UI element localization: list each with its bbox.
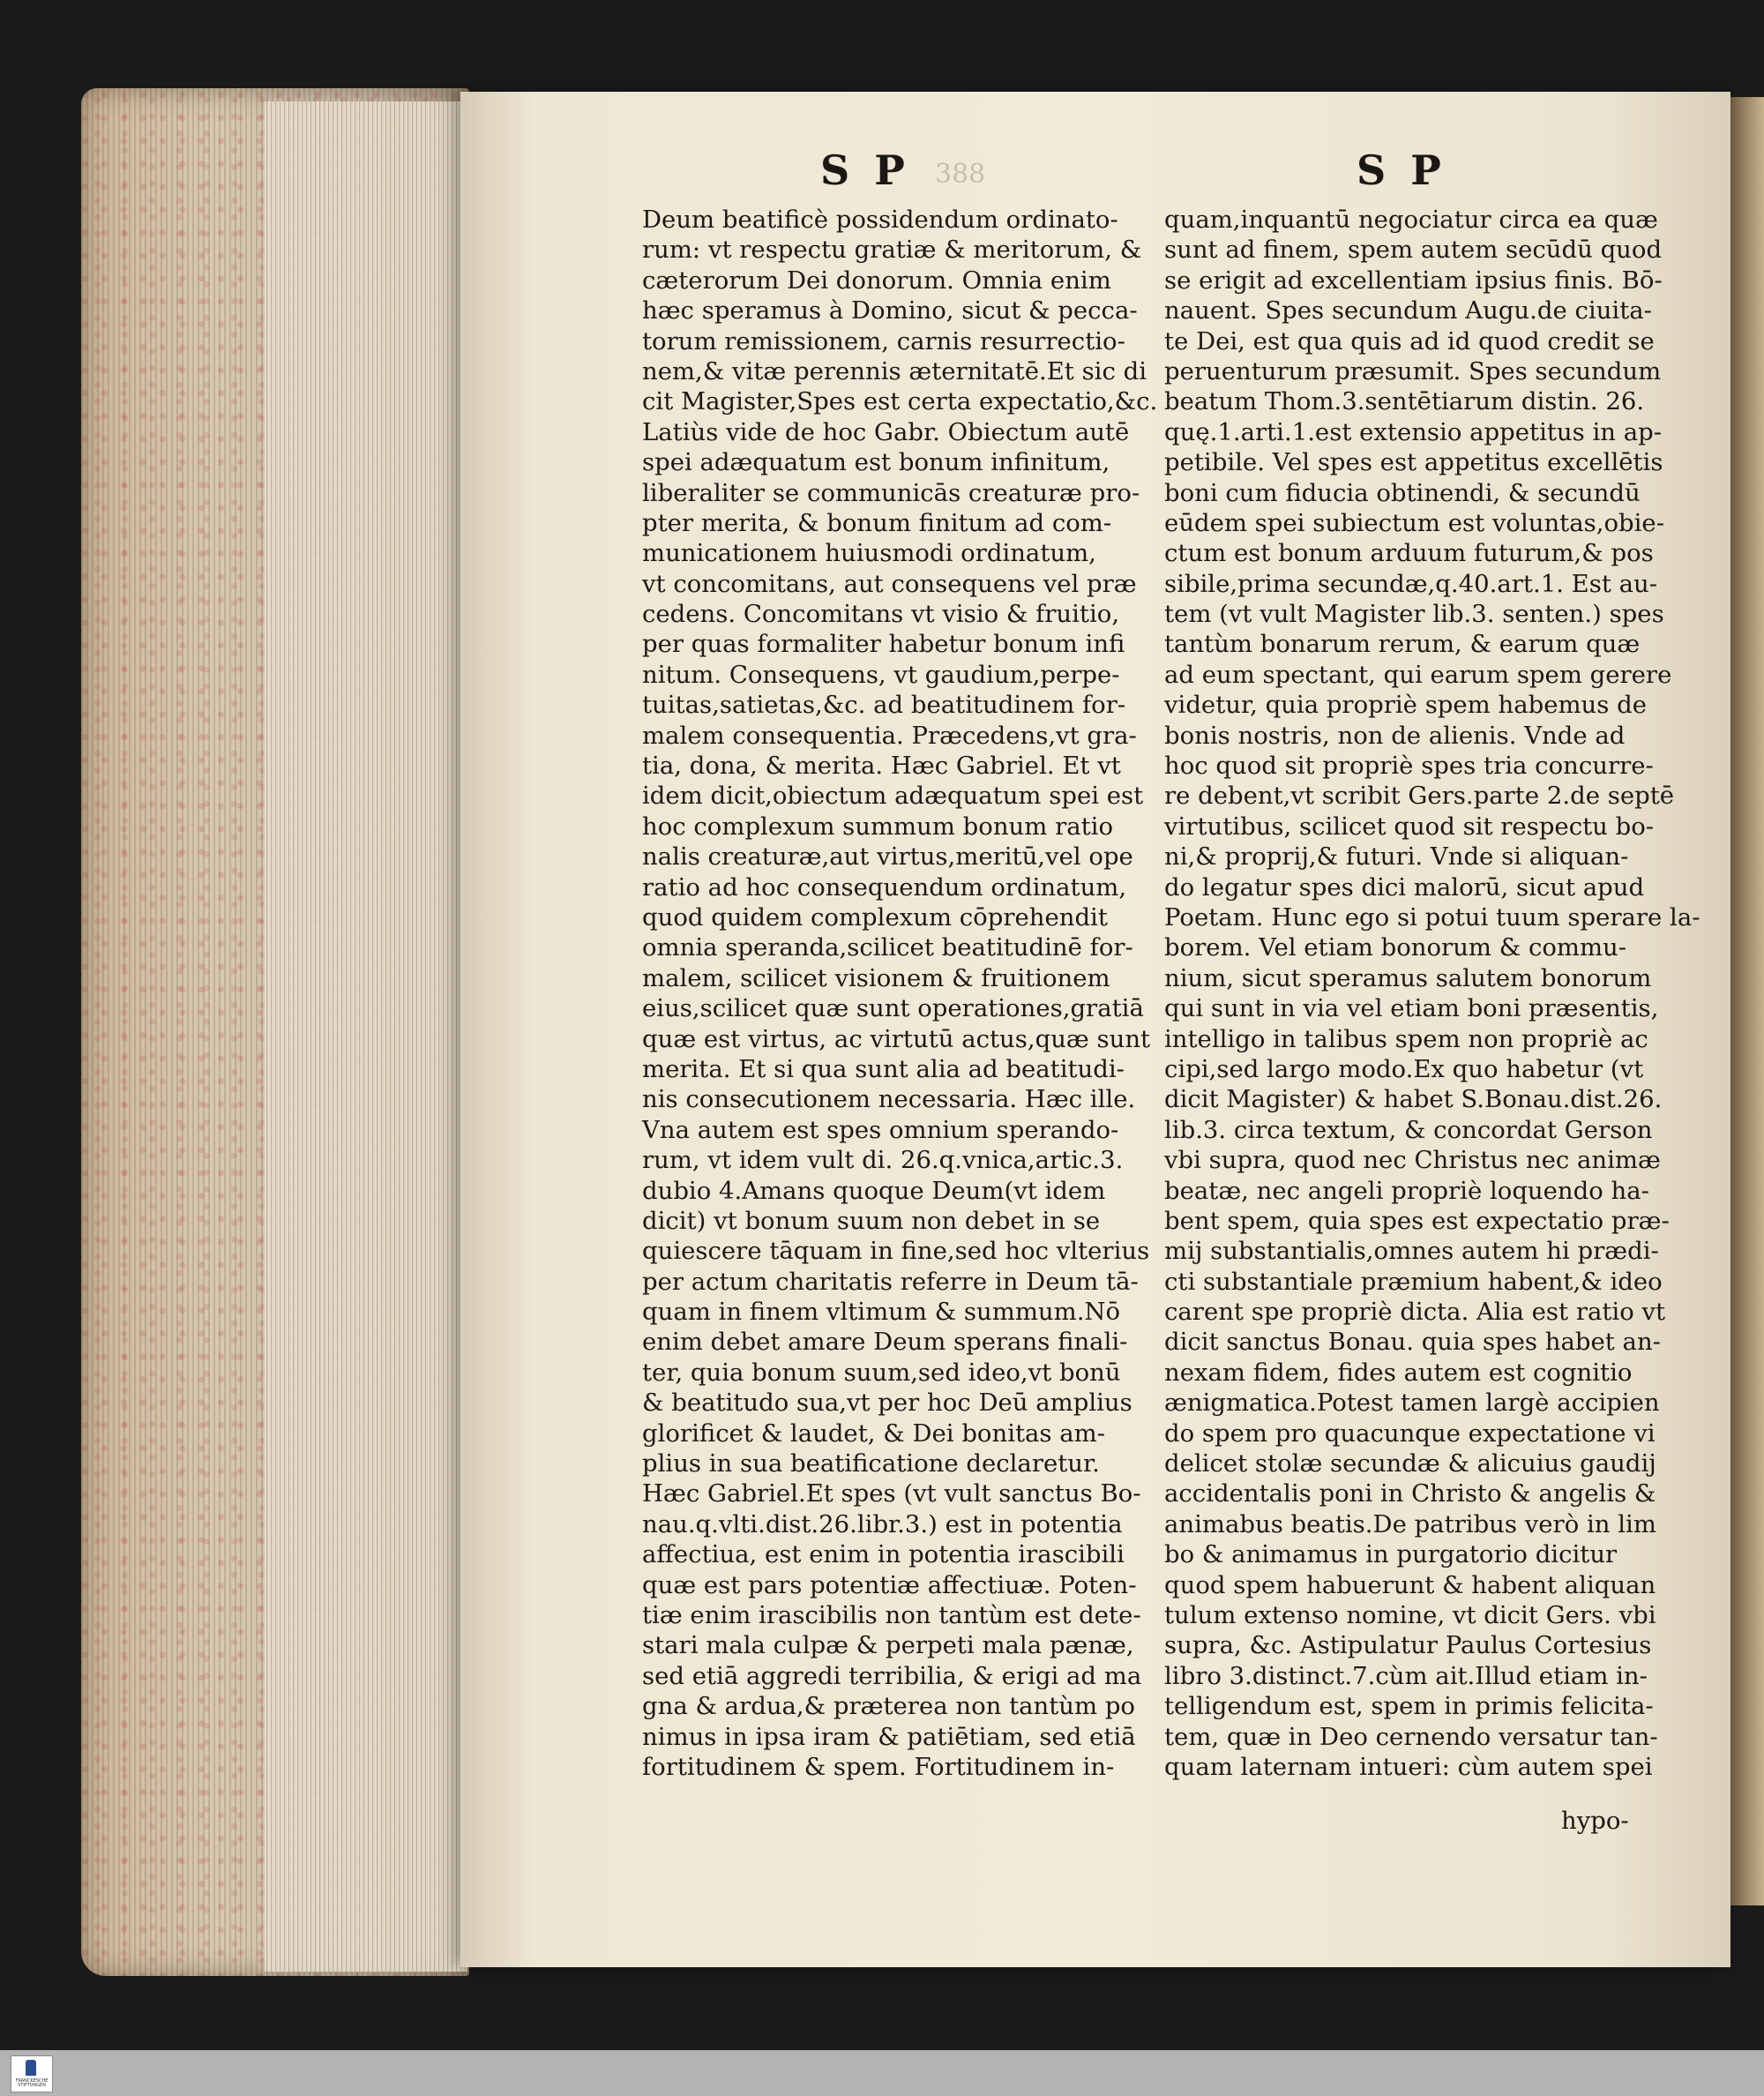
text-line: bent spem, quia spes est expectatio præ- — [1164, 1206, 1670, 1235]
page-number-bleed: 388 — [935, 159, 986, 190]
text-line: pter merita, & bonum finitum ad com- — [642, 508, 1112, 537]
text-line: ænigmatica.Potest tamen largè accipien — [1164, 1389, 1660, 1418]
logo-text: FRANCKESCHE STIFTUNGEN — [15, 2078, 49, 2088]
text-line: supra, &c. Astipulatur Paulus Cortesius — [1164, 1631, 1652, 1660]
text-line: omnia speranda,scilicet beatitudinē for- — [642, 933, 1133, 962]
text-line: vt concomitans, aut consequens vel præ — [642, 569, 1137, 598]
text-line: dubio 4.Amans quoque Deum(vt idem — [642, 1176, 1106, 1205]
text-line: do spem pro quacunque expectatione vi — [1164, 1419, 1656, 1448]
text-line: stari mala culpæ & perpeti mala pænæ, — [642, 1631, 1134, 1660]
text-column-right — [1164, 205, 1700, 1782]
text-line: nis consecutionem necessaria. Hæc ille. — [642, 1085, 1136, 1114]
text-line: petibile. Vel spes est appetitus excellētis — [1164, 448, 1663, 477]
text-line: tem, quæ in Deo cernendo versatur tan- — [1164, 1722, 1658, 1751]
text-line: ni,& proprij,& futuri. Vnde si aliquan- — [1164, 842, 1629, 872]
text-line: accidentalis poni in Christo & angelis & — [1164, 1479, 1656, 1508]
text-line: intelligo in talibus spem non propriè ac — [1164, 1024, 1648, 1053]
text-line: hæc speramus à Domino, sicut & pecca- — [642, 296, 1138, 326]
text-line: tantùm bonarum rerum, & earum quæ — [1164, 630, 1641, 659]
text-line: nitum. Consequens, vt gaudium,perpe- — [642, 660, 1120, 689]
text-line: rum: vt respectu gratiæ & meritorum, & — [642, 236, 1142, 265]
text-line: per quas formaliter habetur bonum infi — [642, 630, 1125, 659]
text-line: quiescere tāquam in fine,sed hoc vlterius — [642, 1237, 1150, 1266]
text-line: bo & animamus in purgatorio dicitur — [1164, 1540, 1618, 1569]
text-line: hoc quod sit propriè spes tria concurre- — [1164, 752, 1654, 781]
text-line: quam in finem vltimum & summum.Nō — [642, 1298, 1121, 1327]
text-line: nau.q.vlti.dist.26.libr.3.) est in potentia — [642, 1509, 1123, 1538]
text-line: idem dicit,obiectum adæquatum spei est — [642, 782, 1144, 811]
text-line: ctum est bonum arduum futurum,& pos — [1164, 539, 1654, 568]
text-line: quod quidem complexum cōprehendit — [642, 902, 1108, 932]
text-line: nimus in ipsa iram & patiētiam, sed etiā — [642, 1722, 1136, 1751]
text-line: Deum beatificè possidendum ordinato- — [642, 206, 1118, 234]
text-line: nalis creaturæ,aut virtus,meritū,vel ope — [642, 842, 1133, 872]
text-line: gna & ardua,& præterea non tantùm po — [642, 1692, 1135, 1721]
text-line: quę.1.arti.1.est extensio appetitus in ap- — [1164, 417, 1663, 446]
text-line: nium, sicut speramus salutem bonorum — [1164, 963, 1652, 992]
text-line: eius,scilicet quæ sunt operationes,gratiā — [642, 994, 1144, 1023]
text-line: merita. Et si qua sunt alia ad beatitudi- — [642, 1054, 1125, 1083]
text-line: sed etiā aggredi terribilia, & erigi ad ma — [642, 1661, 1142, 1690]
text-line: Poetam. Hunc ego si potui tuum sperare la- — [1164, 902, 1700, 932]
text-line: nexam fidem, fides autem est cognitio — [1164, 1358, 1633, 1387]
text-line: se erigit ad excellentiam ipsius finis. Bō- — [1164, 266, 1663, 295]
text-line: nem,& vitæ perennis æternitatē.Et sic di — [642, 356, 1147, 386]
text-line: hoc complexum summum bonum ratio — [642, 812, 1114, 841]
running-head-left: S P — [820, 146, 910, 194]
text-line: cti substantiale præmium habent,& ideo — [1164, 1267, 1663, 1296]
text-line: re debent,vt scribit Gers.parte 2.de septē — [1164, 782, 1675, 811]
text-line: peruenturum præsumit. Spes secundum — [1164, 356, 1662, 386]
text-line: liberaliter se communicās creaturæ pro- — [642, 478, 1140, 507]
text-line: quod spem habuerunt & habent aliquan — [1164, 1570, 1656, 1599]
text-line: quam,inquantū negociatur circa ea quæ — [1164, 206, 1658, 234]
text-line: sunt ad finem, spem autem secūdū quod — [1164, 236, 1663, 265]
text-line: ter, quia bonum suum,sed ideo,vt bonū — [642, 1358, 1121, 1387]
text-line: tia, dona, & merita. Hæc Gabriel. Et vt — [642, 752, 1121, 781]
catchword: hypo- — [1561, 1807, 1629, 1835]
text-line: torum remissionem, carnis resurrectio- — [642, 326, 1125, 356]
text-line: Latiùs vide de hoc Gabr. Obiectum autē — [642, 417, 1130, 446]
text-line: quæ est virtus, ac virtutū actus,quæ sunt — [642, 1024, 1151, 1053]
text-line: bonis nostris, non de alienis. Vnde ad — [1164, 721, 1626, 750]
text-line: beatum Thom.3.sentētiarum distin. 26. — [1164, 387, 1645, 416]
text-line: delicet stolæ secundæ & alicuius gaudij — [1164, 1449, 1656, 1478]
page-stack — [265, 101, 467, 1972]
text-line: ratio ad hoc consequendum ordinatum, — [642, 872, 1127, 902]
text-line: enim debet amare Deum sperans finali- — [642, 1328, 1128, 1357]
text-line: ad eum spectant, qui earum spem gerere — [1164, 660, 1672, 689]
text-line: plius in sua beatificatione declaretur. — [642, 1449, 1100, 1478]
running-head-right: S P — [1357, 146, 1446, 194]
text-line: videtur, quia propriè spem habemus de — [1164, 691, 1648, 720]
text-line: Vna autem est spes omnium sperando- — [642, 1115, 1119, 1144]
text-line: do legatur spes dici malorū, sicut apud — [1164, 872, 1645, 902]
text-line: cedens. Concomitans vt visio & fruitio, — [642, 600, 1120, 629]
text-line: tiæ enim irascibilis non tantùm est dete- — [642, 1600, 1141, 1629]
text-line: malem, scilicet visionem & fruitionem — [642, 963, 1110, 992]
text-line: affectiua, est enim in potentia irascibili — [642, 1540, 1125, 1569]
text-line: municationem huiusmodi ordinatum, — [642, 539, 1096, 568]
text-line: cit Magister,Spes est certa expectatio,&c. — [642, 387, 1158, 416]
text-line: borem. Vel etiam bonorum & commu- — [1164, 933, 1627, 962]
text-line: virtutibus, scilicet quod sit respectu bo- — [1164, 812, 1655, 841]
text-line: telligendum est, spem in primis felicita- — [1164, 1692, 1654, 1721]
text-line: beatæ, nec angeli propriè loquendo ha- — [1164, 1176, 1649, 1205]
text-line: tuitas,satietas,&c. ad beatitudinem for- — [642, 691, 1126, 720]
text-line: quam laternam intueri: cùm autem spei — [1164, 1752, 1653, 1781]
text-line: eūdem spei subiectum est voluntas,obie- — [1164, 508, 1664, 537]
text-line: malem consequentia. Præcedens,vt gra- — [642, 721, 1137, 750]
text-line: libro 3.distinct.7.cùm ait.Illud etiam in- — [1164, 1661, 1648, 1690]
text-line: nauent. Spes secundum Augu.de ciuita- — [1164, 296, 1652, 326]
text-column-left — [642, 205, 1158, 1782]
text-line: sibile,prima secundæ,q.40.art.1. Est au- — [1164, 569, 1658, 598]
text-line: animabus beatis.De patribus verò in lim — [1164, 1509, 1656, 1538]
text-line: tem (vt vult Magister lib.3. senten.) spes — [1164, 600, 1664, 629]
text-line: spei adæquatum est bonum infinitum, — [642, 448, 1110, 477]
logo-mark — [26, 2060, 36, 2076]
text-line: dicit Magister) & habet S.Bonau.dist.26. — [1164, 1085, 1663, 1114]
text-line: dicit) vt bonum suum non debet in se — [642, 1206, 1101, 1235]
text-line: carent spe propriè dicta. Alia est ratio vt — [1164, 1298, 1666, 1327]
text-line: Hæc Gabriel.Et spes (vt vult sanctus Bo- — [642, 1479, 1141, 1508]
text-line: boni cum fiducia obtinendi, & secundū — [1164, 478, 1641, 507]
text-line: qui sunt in via vel etiam boni præsentis, — [1164, 994, 1659, 1023]
viewer-footer-bar — [0, 2050, 1764, 2096]
text-line: vbi supra, quod nec Christus nec animæ — [1164, 1146, 1661, 1175]
facing-page-edge — [1729, 97, 1764, 1905]
text-line: cæterorum Dei donorum. Omnia enim — [642, 266, 1111, 295]
text-line: mij substantialis,omnes autem hi prædi- — [1164, 1237, 1659, 1266]
text-line: cipi,sed largo modo.Ex quo habetur (vt — [1164, 1054, 1644, 1083]
text-line: & beatitudo sua,vt per hoc Deū amplius — [642, 1389, 1132, 1418]
text-line: lib.3. circa textum, & concordat Gerson — [1164, 1115, 1653, 1144]
text-line: te Dei, est qua quis ad id quod credit se — [1164, 326, 1655, 356]
library-logo-icon[interactable] — [11, 2055, 53, 2092]
text-line: fortitudinem & spem. Fortitudinem in- — [642, 1752, 1115, 1781]
text-line: rum, vt idem vult di. 26.q.vnica,artic.3. — [642, 1146, 1124, 1175]
text-line: per actum charitatis referre in Deum tā- — [642, 1267, 1139, 1296]
text-line: dicit sanctus Bonau. quia spes habet an- — [1164, 1328, 1661, 1357]
text-line: tulum extenso nomine, vt dicit Gers. vbi — [1164, 1600, 1656, 1629]
text-line: glorificet & laudet, & Dei bonitas am- — [642, 1419, 1106, 1448]
text-line: quæ est pars potentiæ affectiuæ. Poten- — [642, 1570, 1137, 1599]
